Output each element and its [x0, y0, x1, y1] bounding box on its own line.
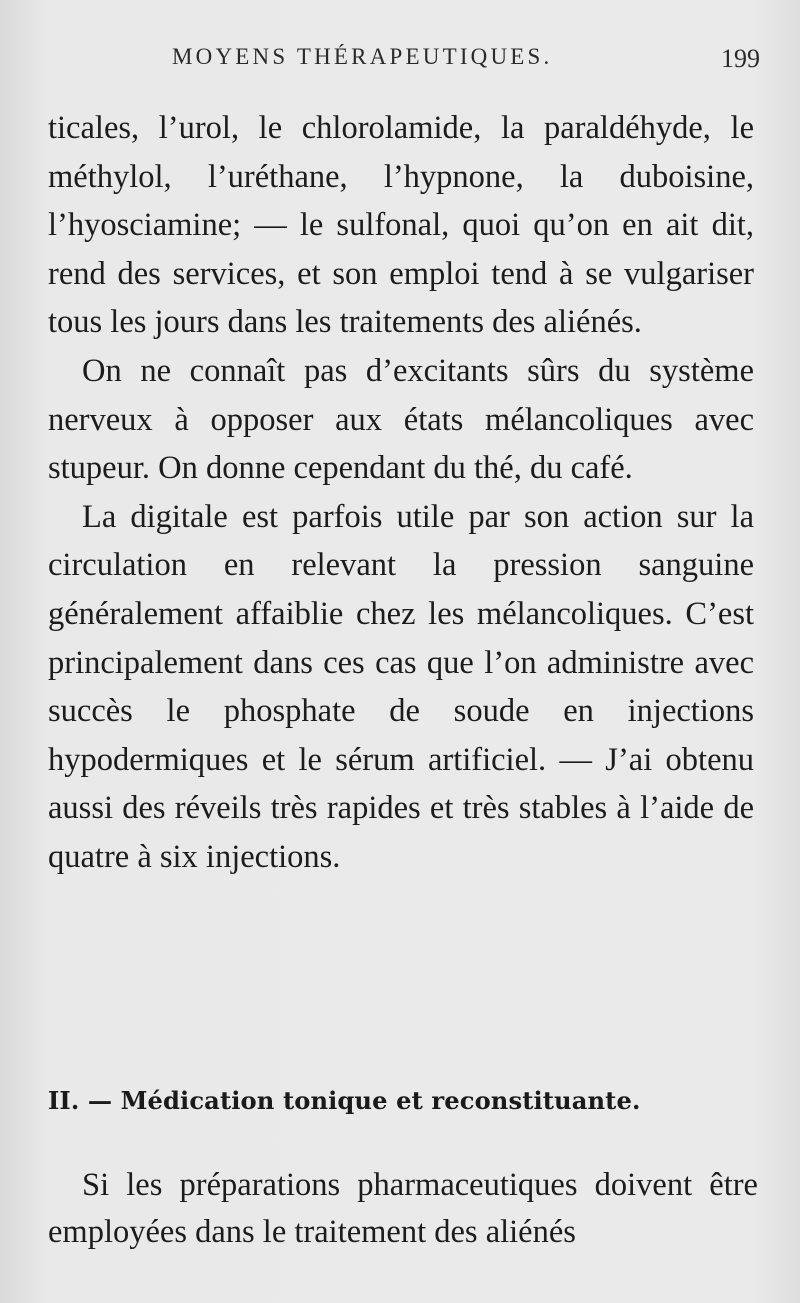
body-text [48, 104, 754, 882]
body-text-continued [48, 1162, 758, 1256]
paragraph-excitants: On ne connaît pas d’excitants sûrs du système nerveux à opposer aux états mélancoliques avec stupeur. On donne cependant du thé, du café. [48, 352, 754, 487]
running-title: MOYENS THÉRAPEUTIQUES. [172, 44, 553, 69]
paragraph-preparations: Si les préparations pharmaceutiques doivent être employées dans le traitement des aliénés [48, 1167, 758, 1250]
section-heading: II. — Médication tonique et reconstituante. [48, 1086, 641, 1115]
paragraph-digitale: La digitale est parfois utile par son action sur la circulation en relevant la pression sanguine généralement affaiblie chez les mélancoliques. C’est principalement dans ces cas que l’on administre avec succès le phosphate de soude en injections hypodermiques et le sérum artificiel. — J’ai obtenu aussi des réveils très rapides et très stables à l’aide de quatre à six injections. [48, 498, 754, 875]
page-number: 199 [721, 44, 760, 73]
paragraph-continuation: ticales, l’urol, le chlorolamide, la paraldéhyde, le méthylol, l’uréthane, l’hypnone, la duboisine, l’hyosciamine; — le sulfonal, quoi qu’on en ait dit, rend des services, et son emploi tend à se vulgariser tous les jours dans les traitements des aliénés. [48, 110, 754, 341]
running-head [48, 40, 760, 80]
